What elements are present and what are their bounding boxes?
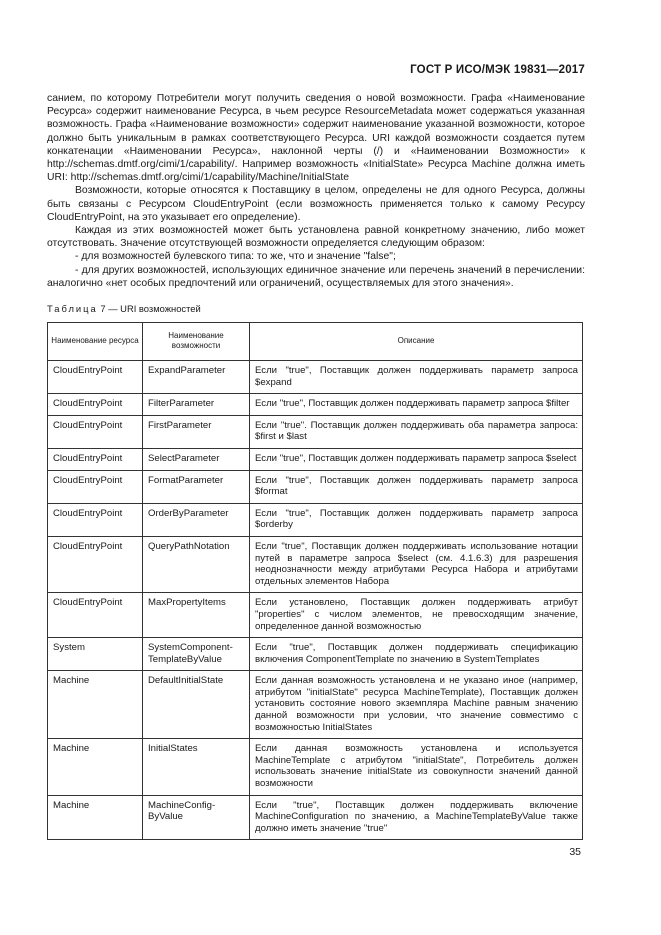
cell-description: Если "true", Поставщик должен поддерживать включение MachineConfiguration по значению, а MachineTemplateByValue также должно иметь значение "true"	[250, 795, 583, 840]
cell-description: Если данная возможность установлена и не указано иное (например, атрибутом "initialState" ресурса MachineTemplate), Поставщик должен установить состояние нового экземпляра Machine равным значению данной возможности при условии, что значение совместимо с возможностью InitialStates	[250, 671, 583, 739]
table-row	[48, 536, 583, 592]
cell-capability: FirstParameter	[143, 415, 250, 448]
document-header: ГОСТ Р ИСО/МЭК 19831—2017	[410, 64, 585, 76]
table-header-row	[48, 323, 583, 361]
cell-capability: QueryPathNotation	[143, 536, 250, 592]
body-text	[47, 92, 585, 290]
cell-capability: OrderByParameter	[143, 503, 250, 536]
cell-resource: CloudEntryPoint	[48, 361, 143, 394]
table-row	[48, 415, 583, 448]
cell-capability: DefaultInitialState	[143, 671, 250, 739]
cell-description: Если "true", Поставщик должен поддерживать использование нотации путей в параметре запроса $select (см. 4.1.6.3) для разрешения неоднозначности между атрибутами Ресурса Набора и атрибутами отдельных элементов Набора	[250, 536, 583, 592]
cell-capability: FormatParameter	[143, 470, 250, 503]
table-row	[48, 795, 583, 840]
cell-capability: MachineConfig-ByValue	[143, 795, 250, 840]
page-number: 35	[569, 846, 581, 858]
uri-capabilities-table	[47, 322, 583, 840]
cell-resource: CloudEntryPoint	[48, 415, 143, 448]
table-row	[48, 448, 583, 470]
cell-resource: System	[48, 638, 143, 671]
cell-description: Если "true", Поставщик должен поддерживать параметр запроса $select	[250, 448, 583, 470]
cell-resource: CloudEntryPoint	[48, 503, 143, 536]
table-row	[48, 470, 583, 503]
cell-resource: CloudEntryPoint	[48, 470, 143, 503]
cell-resource: CloudEntryPoint	[48, 593, 143, 638]
cell-description: Если данная возможность установлена и используется MachineTemplate с атрибутом "initialState", Потребитель должен использовать значение initialState из совокупности значений данной возможности	[250, 739, 583, 795]
cell-capability: FilterParameter	[143, 394, 250, 416]
table-row	[48, 503, 583, 536]
cell-resource: CloudEntryPoint	[48, 448, 143, 470]
table-row	[48, 671, 583, 739]
table-row	[48, 394, 583, 416]
cell-description: Если "true", Поставщик должен поддерживать спецификацию включения ComponentTemplate по значению в SystemTemplates	[250, 638, 583, 671]
table-row	[48, 739, 583, 795]
cell-resource: Machine	[48, 671, 143, 739]
table-caption-title: 7 — URI возможностей	[100, 303, 201, 314]
table-row	[48, 593, 583, 638]
paragraph: Возможности, которые относятся к Поставщику в целом, определены не для одного Ресурса, должны быть связаны с Ресурсом CloudEntryPoint (если возможность применяется только к самому Ресурсу CloudEntryPoint, на это указывает его определение).	[47, 185, 585, 223]
paragraph: Каждая из этих возможностей может быть установлена равной конкретному значению, либо может отсутствовать. Значение отсутствующей возможности определяется следующим образом:	[47, 225, 585, 250]
cell-resource: CloudEntryPoint	[48, 536, 143, 592]
cell-description: Если "true", Поставщик должен поддерживать параметр запроса $filter	[250, 394, 583, 416]
cell-description: Если "true", Поставщик должен поддерживать параметр запроса $format	[250, 470, 583, 503]
table-row	[48, 361, 583, 394]
list-item: - для возможностей булевского типа: то же, что и значение "false";	[75, 251, 396, 263]
paragraph: санием, по которому Потребители могут получить сведения о новой возможности. Графа «Наименование Ресурса» содержит наименование Ресурса, в чьем ресурсе ResourceMetadata может содержаться указанная возможность. Графа «Наименование возможности» содержит наименование указанной возможности, которое должно быть уникальным в рамках соответствующего Ресурса. URI каждой возможности создается путем конкатенации «Наименовании Ресурса», наклонной черты (/) и «Наименовании Возможности» к http://schemas.dmtf.org/cimi/1/capability/. Например возможность «InitialState» Ресурса Machine должна иметь URI: http://schemas.dmtf.org/cimi/1/capability/Machine/InitialState	[47, 93, 585, 184]
column-header-capability: Наименование возможности	[143, 323, 250, 361]
cell-description: Если "true". Поставщик должен поддерживать оба параметра запроса: $first и $last	[250, 415, 583, 448]
cell-capability: SelectParameter	[143, 448, 250, 470]
table-row	[48, 638, 583, 671]
cell-resource: CloudEntryPoint	[48, 394, 143, 416]
cell-capability: ExpandParameter	[143, 361, 250, 394]
column-header-description: Описание	[250, 323, 583, 361]
cell-description: Если "true", Поставщик должен поддерживать параметр запроса $expand	[250, 361, 583, 394]
cell-capability: MaxPropertyItems	[143, 593, 250, 638]
cell-capability: InitialStates	[143, 739, 250, 795]
list-item: - для других возможностей, использующих единичное значение или перечень значений в перечислении: аналогично «нет особых предпочтений или ограничений, осуществляемых для этого значения».	[47, 264, 585, 289]
cell-capability: SystemComponent-TemplateByValue	[143, 638, 250, 671]
cell-description: Если "true", Поставщик должен поддерживать параметр запроса $orderby	[250, 503, 583, 536]
cell-resource: Machine	[48, 795, 143, 840]
column-header-resource: Наименование ресурса	[48, 323, 143, 361]
cell-resource: Machine	[48, 739, 143, 795]
table-caption-prefix: Таблица	[47, 303, 98, 314]
table-caption	[47, 303, 201, 314]
cell-description: Если установлено, Поставщик должен поддерживать атрибут "properties" с числом элементов, не превосходящим значение, определенное данной возможностью	[250, 593, 583, 638]
